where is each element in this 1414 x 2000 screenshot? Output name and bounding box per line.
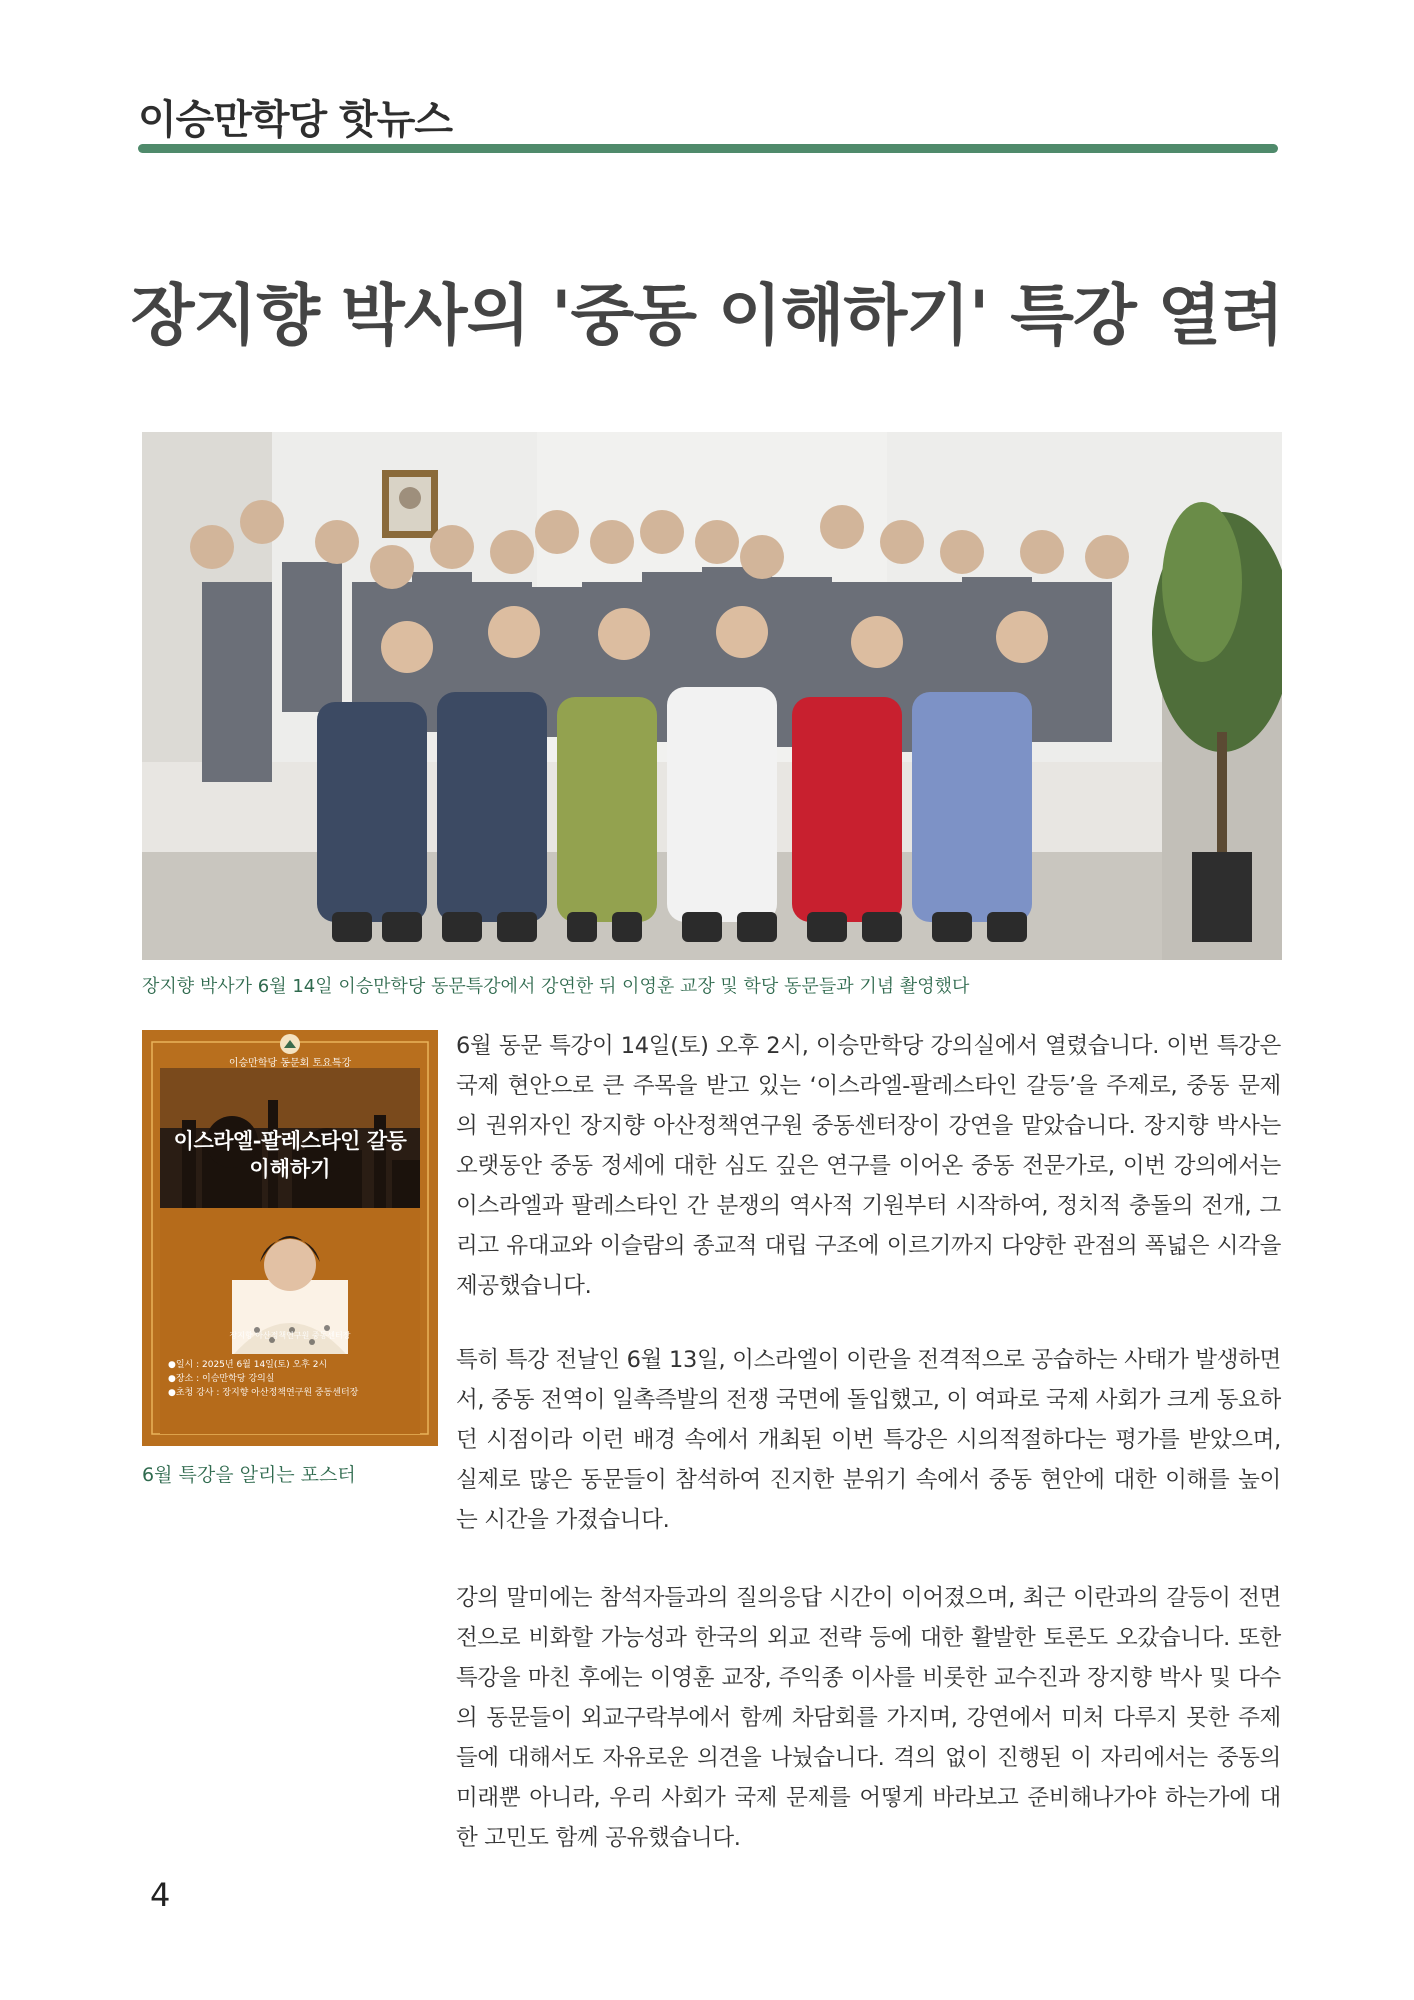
poster-details [168, 1358, 428, 1400]
section-label: 이승만학당 핫뉴스 [138, 97, 453, 143]
poster-title-line1: 이스라엘-팔레스타인 갈등 [173, 1128, 407, 1153]
article-paragraph-1: 6월 동문 특강이 14일(토) 오후 2시, 이승만학당 강의실에서 열렸습니다. 이번 특강은 국제 현안으로 큰 주목을 받고 있는 ‘이스라엘-팔레스타인 갈등’을 주제로, 중동 문제의 권위자인 장지향 아산정책연구원 중동센터장이 강연을 맡았습니다. 장지향 박사는 오랫동안 중동 정세에 대한 심도 깊은 연구를 이어온 중동 전문가로, 이번 강의에서는 이스라엘과 팔레스타인 간 분쟁의 역사적 기원부터 시작하여, 정치적 충돌의 전개, 그리고 유대교와 이슬람의 종교적 대립 구조에 이르기까지 다양한 관점의 폭넓은 시각을 제공했습니다. [456, 1033, 1281, 1299]
page-number: 4 [150, 1876, 171, 1914]
poster-series-label: 이승만학당 동문회 토요특강 [228, 1058, 352, 1069]
poster-title-line2: 이해하기 [249, 1156, 331, 1181]
group-photo [142, 432, 1282, 960]
headline: 장지향 박사의 '중동 이해하기' 특강 열려 [130, 277, 1284, 354]
article-paragraph-2: 특히 특강 전날인 6월 13일, 이스라엘이 이란을 전격적으로 공습하는 사태가 발생하면서, 중동 전역이 일촉즉발의 전쟁 국면에 돌입했고, 이 여파로 국제 사회가 크게 동요하던 시점이라 이런 배경 속에서 개최된 이번 특강은 시의적절하다는 평가를 받았으며, 실제로 많은 동문들이 참석하여 진지한 분위기 속에서 중동 현안에 대한 이해를 높이는 시간을 가졌습니다. [456, 1347, 1281, 1533]
poster-speaker-caption: 장지향 아산정책연구원 중동센터장 [229, 1331, 351, 1340]
lecture-poster [142, 1030, 438, 1446]
article-paragraph-3: 강의 말미에는 참석자들과의 질의응답 시간이 이어졌으며, 최근 이란과의 갈등이 전면전으로 비화할 가능성과 한국의 외교 전략 등에 대한 활발한 토론도 오갔습니다. 또한 특강을 마친 후에는 이영훈 교장, 주익종 이사를 비롯한 교수진과 장지향 박사 및 다수의 동문들이 외교구락부에서 함께 차담회를 가지며, 강연에서 미처 다루지 못한 주제들에 대해서도 자유로운 의견을 나눴습니다. 격의 없이 진행된 이 자리에서는 중동의 미래뿐 아니라, 우리 사회가 국제 문제를 어떻게 바라보고 준비해나가야 하는가에 대한 고민도 함께 공유했습니다. [456, 1585, 1281, 1851]
poster-detail-date: ●일시 : 2025년 6월 14일(토) 오후 2시 [168, 1360, 328, 1370]
photo-caption: 장지향 박사가 6월 14일 이승만학당 동문특강에서 강연한 뒤 이영훈 교장 및 학당 동문들과 기념 촬영했다 [142, 976, 970, 997]
poster-detail-place: ●장소 : 이승만학당 강의실 [168, 1374, 275, 1384]
group-photo-illustration [142, 432, 1282, 960]
header-rule [138, 144, 1278, 153]
poster-caption: 6월 특강을 알리는 포스터 [142, 1464, 356, 1486]
poster-detail-speaker: ●초청 강사 : 장지향 아산정책연구원 중동센터장 [168, 1388, 359, 1398]
